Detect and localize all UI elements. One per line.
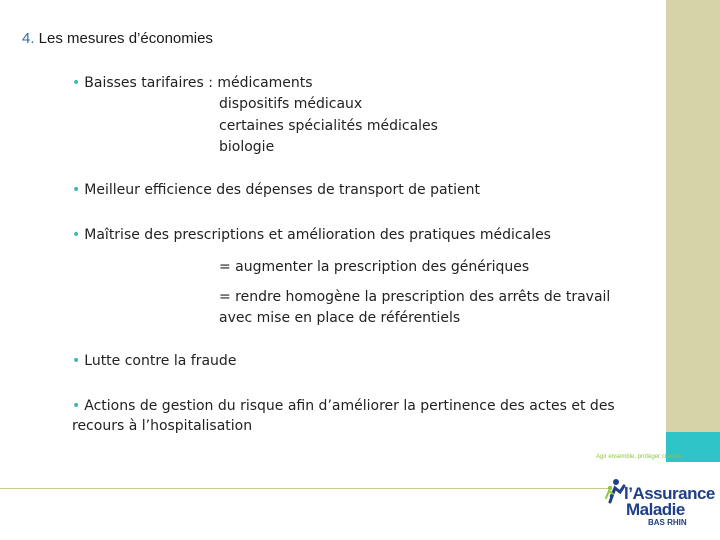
runner-figures-icon bbox=[606, 479, 624, 502]
title-number: 4. bbox=[22, 30, 35, 47]
sub-item: dispositifs médicaux bbox=[219, 96, 363, 112]
bullet-item bbox=[72, 180, 480, 200]
bullet-marker: • bbox=[72, 75, 81, 91]
bullet-item bbox=[72, 73, 313, 93]
title-text: Les mesures d’économies bbox=[34, 30, 213, 47]
sub-item: = rendre homogène la prescription des arrêts de travail bbox=[219, 289, 611, 305]
side-band-olive bbox=[666, 0, 720, 432]
sub-item: biologie bbox=[219, 139, 275, 155]
footer-divider bbox=[0, 488, 610, 489]
logo-name-line2: Maladie bbox=[626, 500, 685, 519]
logo-region: BAS RHIN bbox=[648, 518, 687, 527]
bullet-marker: • bbox=[72, 182, 81, 198]
bullet-marker: • bbox=[72, 353, 81, 369]
bullet-item bbox=[72, 351, 236, 371]
bullet-label: Actions de gestion du risque afin d’améliorer la pertinence des actes et des recours à l’hospitalisation bbox=[72, 398, 615, 434]
bullet-label: Lutte contre la fraude bbox=[84, 353, 237, 369]
bullet-marker: • bbox=[72, 227, 81, 243]
bullet-label: Maîtrise des prescriptions et amélioration des pratiques médicales bbox=[84, 227, 551, 243]
sub-item: avec mise en place de référentiels bbox=[219, 310, 461, 326]
bullet-item bbox=[72, 396, 652, 436]
sub-item: certaines spécialités médicales bbox=[219, 118, 438, 134]
sub-item: = augmenter la prescription des génériques bbox=[219, 259, 530, 275]
bullet-marker: • bbox=[72, 398, 81, 414]
slide-title bbox=[22, 30, 213, 47]
bullet-label: Meilleur efficience des dépenses de transport de patient bbox=[84, 182, 480, 198]
bullet-item bbox=[72, 225, 551, 245]
logo-name-line1: l’Assurance bbox=[624, 484, 715, 503]
logo-tagline: Agir ensemble, protéger chacun bbox=[596, 454, 682, 460]
bullet-label: Baisses tarifaires : médicaments bbox=[84, 75, 313, 91]
